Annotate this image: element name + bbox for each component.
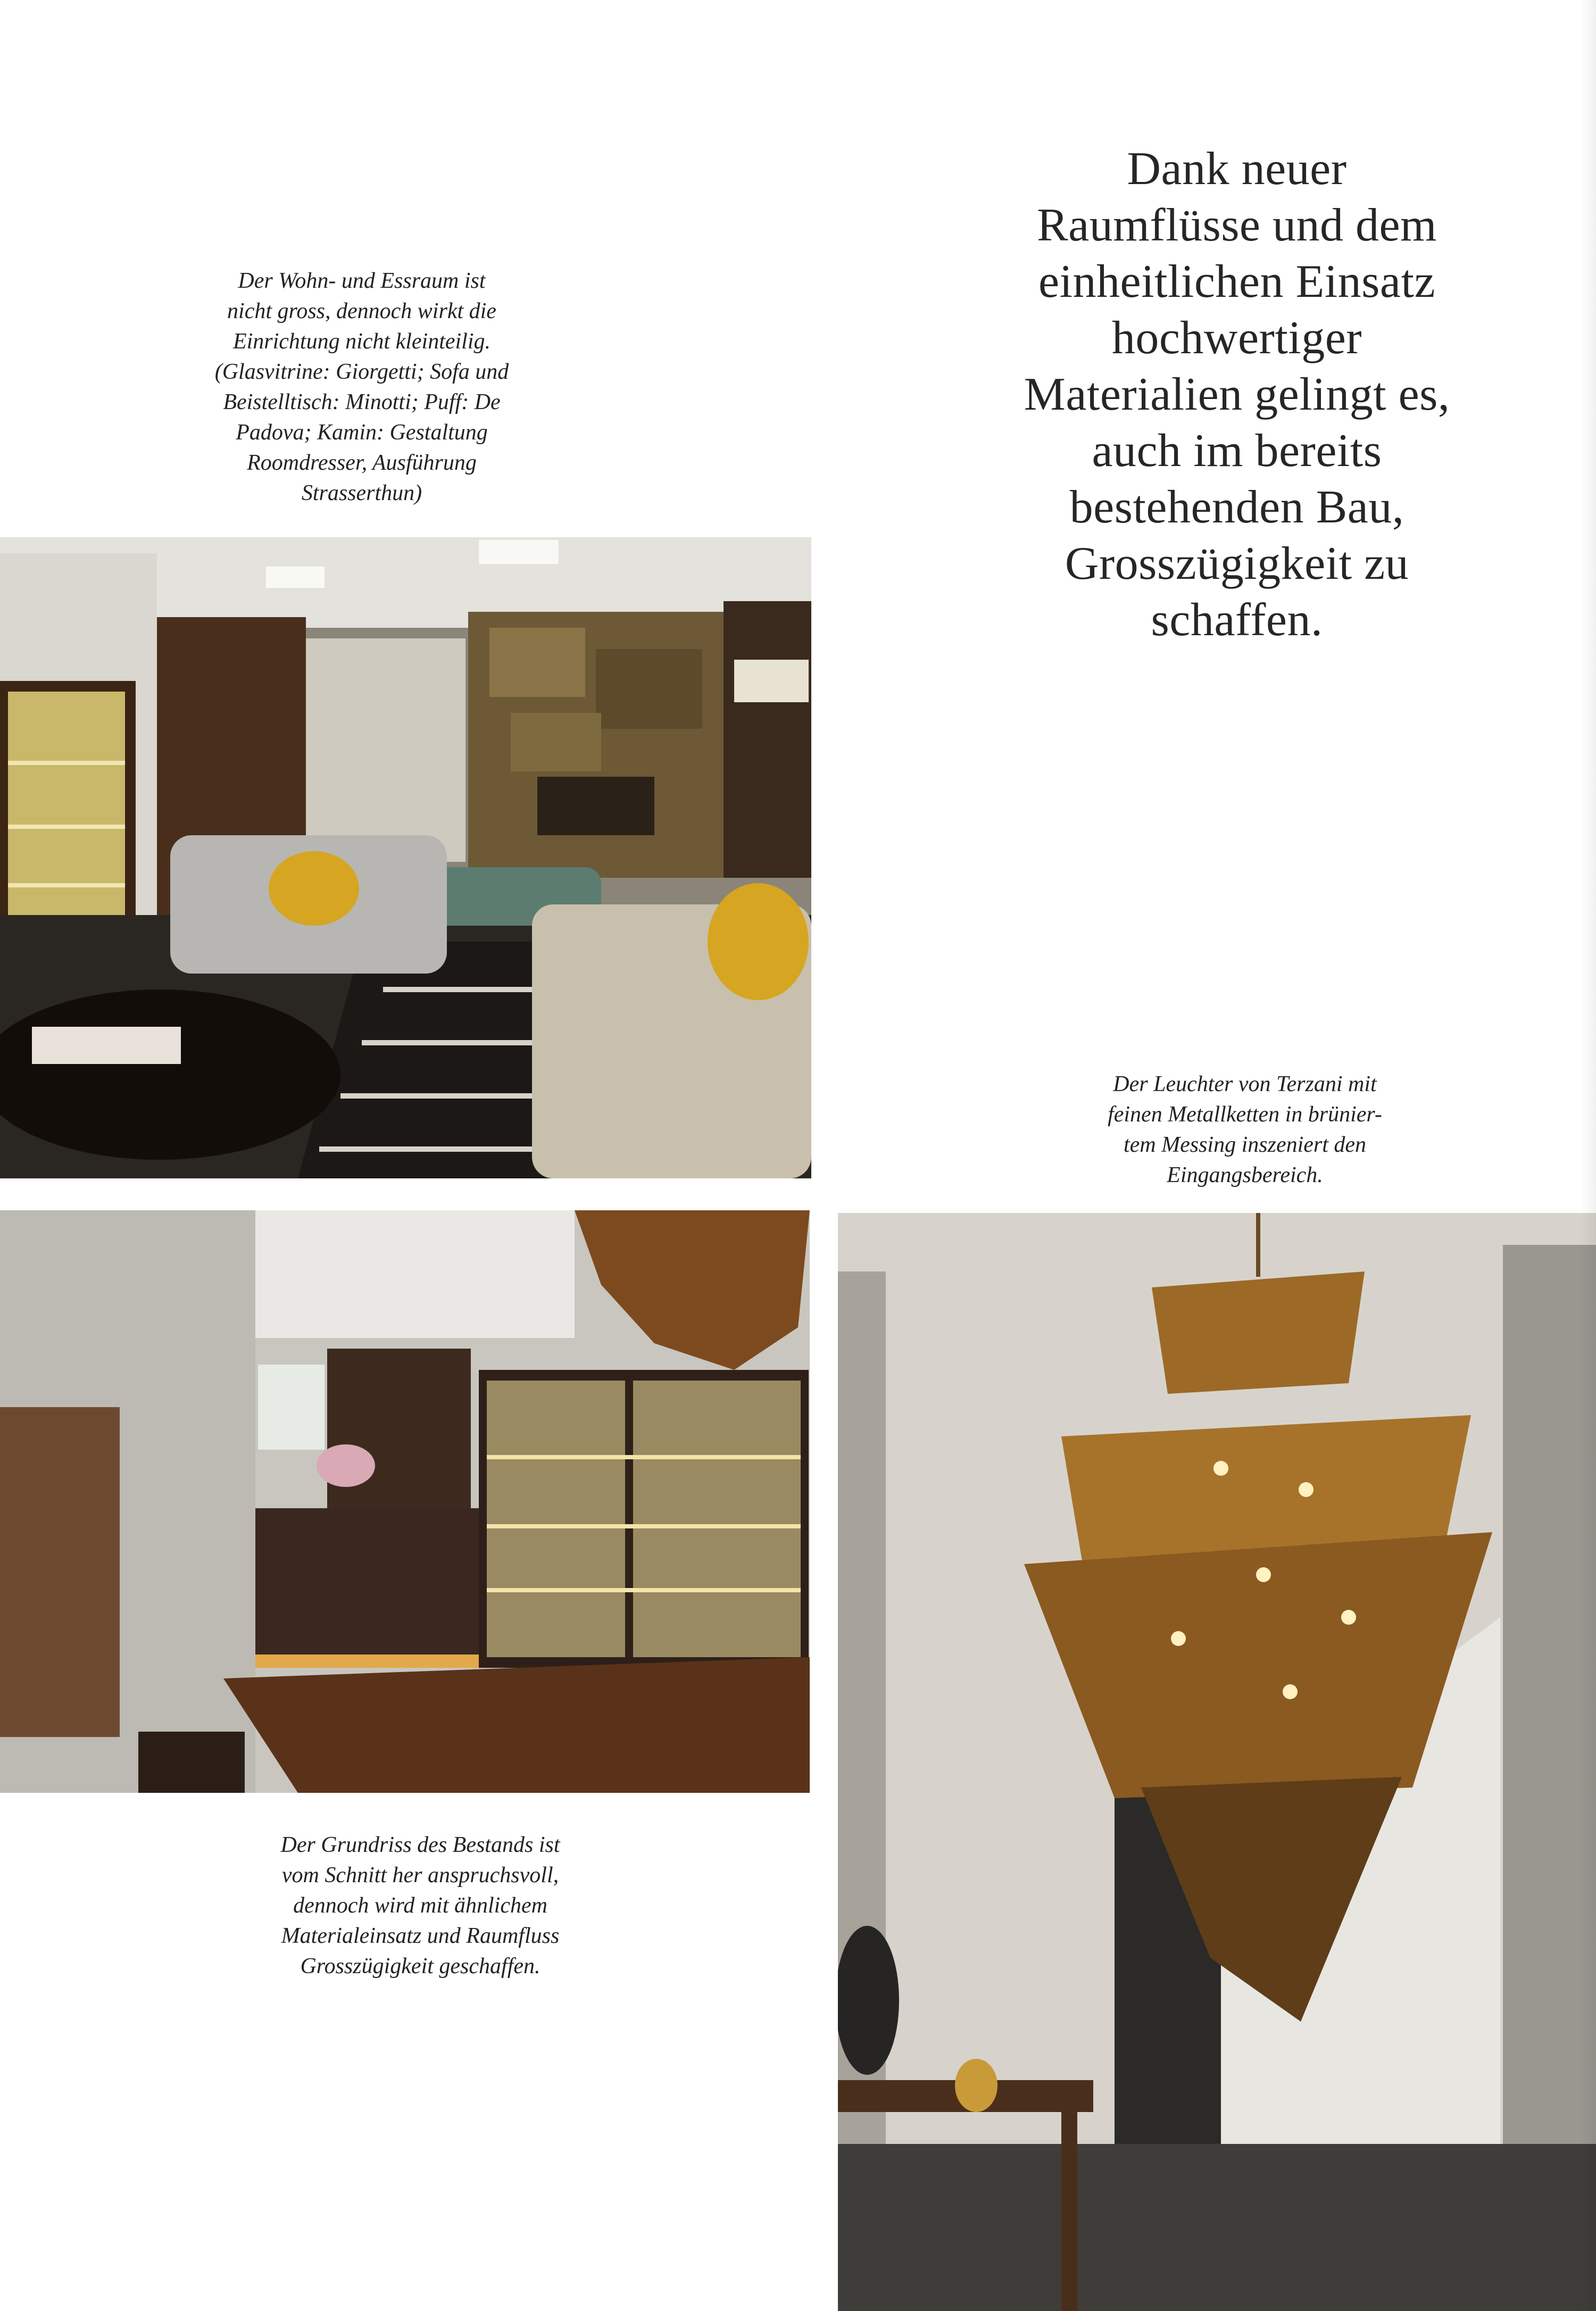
wood-column	[0, 1407, 120, 1737]
caption-chandelier	[1053, 1069, 1436, 1191]
vitrine-shelf	[487, 1588, 801, 1592]
photo-chandelier	[838, 1213, 1596, 2311]
pull-quote-line: Dank neuer	[1127, 143, 1347, 195]
fireplace-panel-tile	[596, 649, 702, 729]
pull-quote-line: schaffen.	[1151, 594, 1323, 646]
fireplace-panel-tile	[511, 713, 601, 771]
dining-chair	[138, 1732, 245, 1793]
page-edge-shadow	[1580, 0, 1596, 2311]
caption-kitchen	[207, 1830, 633, 1982]
photo-kitchen	[0, 1210, 810, 1793]
magazines	[32, 1027, 181, 1064]
caption-line: nicht gross, dennoch wirkt die	[227, 299, 496, 323]
caption-line: Der Grundriss des Bestands ist	[280, 1833, 560, 1857]
dining-table	[223, 1657, 810, 1793]
vitrine-shelf	[8, 883, 125, 887]
pull-quote-line: Materialien gelingt es,	[1024, 369, 1450, 420]
window-glow	[734, 660, 809, 702]
vitrine-shelf	[8, 825, 125, 829]
vitrine-glass	[8, 692, 125, 931]
caption-line: Materialeinsatz und Raumfluss	[281, 1924, 560, 1948]
stair-wall	[306, 638, 466, 862]
kitchen-island	[255, 1508, 479, 1668]
chandelier-bulb	[1299, 1482, 1314, 1497]
pull-quote-line: Raumflüsse und dem	[1036, 199, 1437, 251]
caption-line: Der Wohn- und Essraum ist	[238, 269, 486, 293]
caption-line: dennoch wird mit ähnlichem	[293, 1893, 547, 1918]
pull-quote-line: auch im bereits	[1092, 425, 1382, 477]
cushion-yellow	[269, 851, 359, 926]
pull-quote	[958, 141, 1516, 649]
vitrine-shelf	[487, 1455, 801, 1459]
vitrine-glass	[633, 1381, 801, 1657]
caption-line: Roomdresser, Ausführung	[247, 451, 477, 475]
vitrine-shelf	[8, 761, 125, 765]
caption-line: Einrichtung nicht kleinteilig.	[232, 329, 491, 354]
ceiling-vent	[266, 567, 325, 588]
ceiling-vent	[479, 540, 559, 564]
photo-living-room	[0, 537, 811, 1178]
console-leg	[1061, 2112, 1077, 2311]
chandelier-bulb	[1213, 1461, 1228, 1476]
ceiling	[255, 1210, 575, 1338]
pull-quote-line: einheitlichen Einsatz	[1038, 256, 1435, 307]
floor	[838, 2144, 1596, 2311]
caption-line: Grosszügigkeit geschaffen.	[300, 1954, 541, 1979]
caption-line: Padova; Kamin: Gestaltung	[236, 420, 488, 445]
right-wall	[724, 601, 811, 878]
caption-line: Der Leuchter von Terzani mit	[1113, 1072, 1377, 1096]
caption-living-room	[160, 266, 564, 509]
cushion-yellow	[708, 883, 809, 1000]
chandelier-top-tier	[1152, 1271, 1365, 1394]
caption-line: Beistelltisch: Minotti; Puff: De	[223, 390, 501, 414]
chandelier-bulb	[1283, 1684, 1298, 1699]
pull-quote-line: Grosszügigkeit zu	[1065, 538, 1409, 589]
flowers	[317, 1444, 375, 1487]
fireplace-opening	[537, 777, 654, 835]
caption-line: vom Schnitt her anspruchsvoll,	[281, 1863, 559, 1888]
vitrine-glass	[487, 1381, 625, 1657]
caption-line: tem Messing inszeniert den	[1123, 1133, 1367, 1157]
caption-line: Strasserthun)	[301, 481, 422, 505]
sculpture	[838, 1926, 899, 2075]
island-glow	[255, 1655, 479, 1668]
pull-quote-line: hochwertiger	[1111, 312, 1362, 364]
vitrine-shelf	[487, 1524, 801, 1528]
brass-egg	[955, 2059, 998, 2112]
kitchen-window	[258, 1365, 325, 1450]
chandelier-bulb	[1171, 1631, 1186, 1646]
chandelier-bulb	[1341, 1610, 1356, 1625]
fireplace-panel-tile	[489, 628, 585, 697]
chandelier-bulb	[1256, 1567, 1271, 1582]
pull-quote-line: bestehenden Bau,	[1069, 481, 1404, 533]
caption-line: Eingangsbereich.	[1167, 1163, 1323, 1187]
caption-line: (Glasvitrine: Giorgetti; Sofa und	[214, 360, 509, 384]
caption-line: feinen Metallketten in brünier-	[1108, 1102, 1382, 1127]
